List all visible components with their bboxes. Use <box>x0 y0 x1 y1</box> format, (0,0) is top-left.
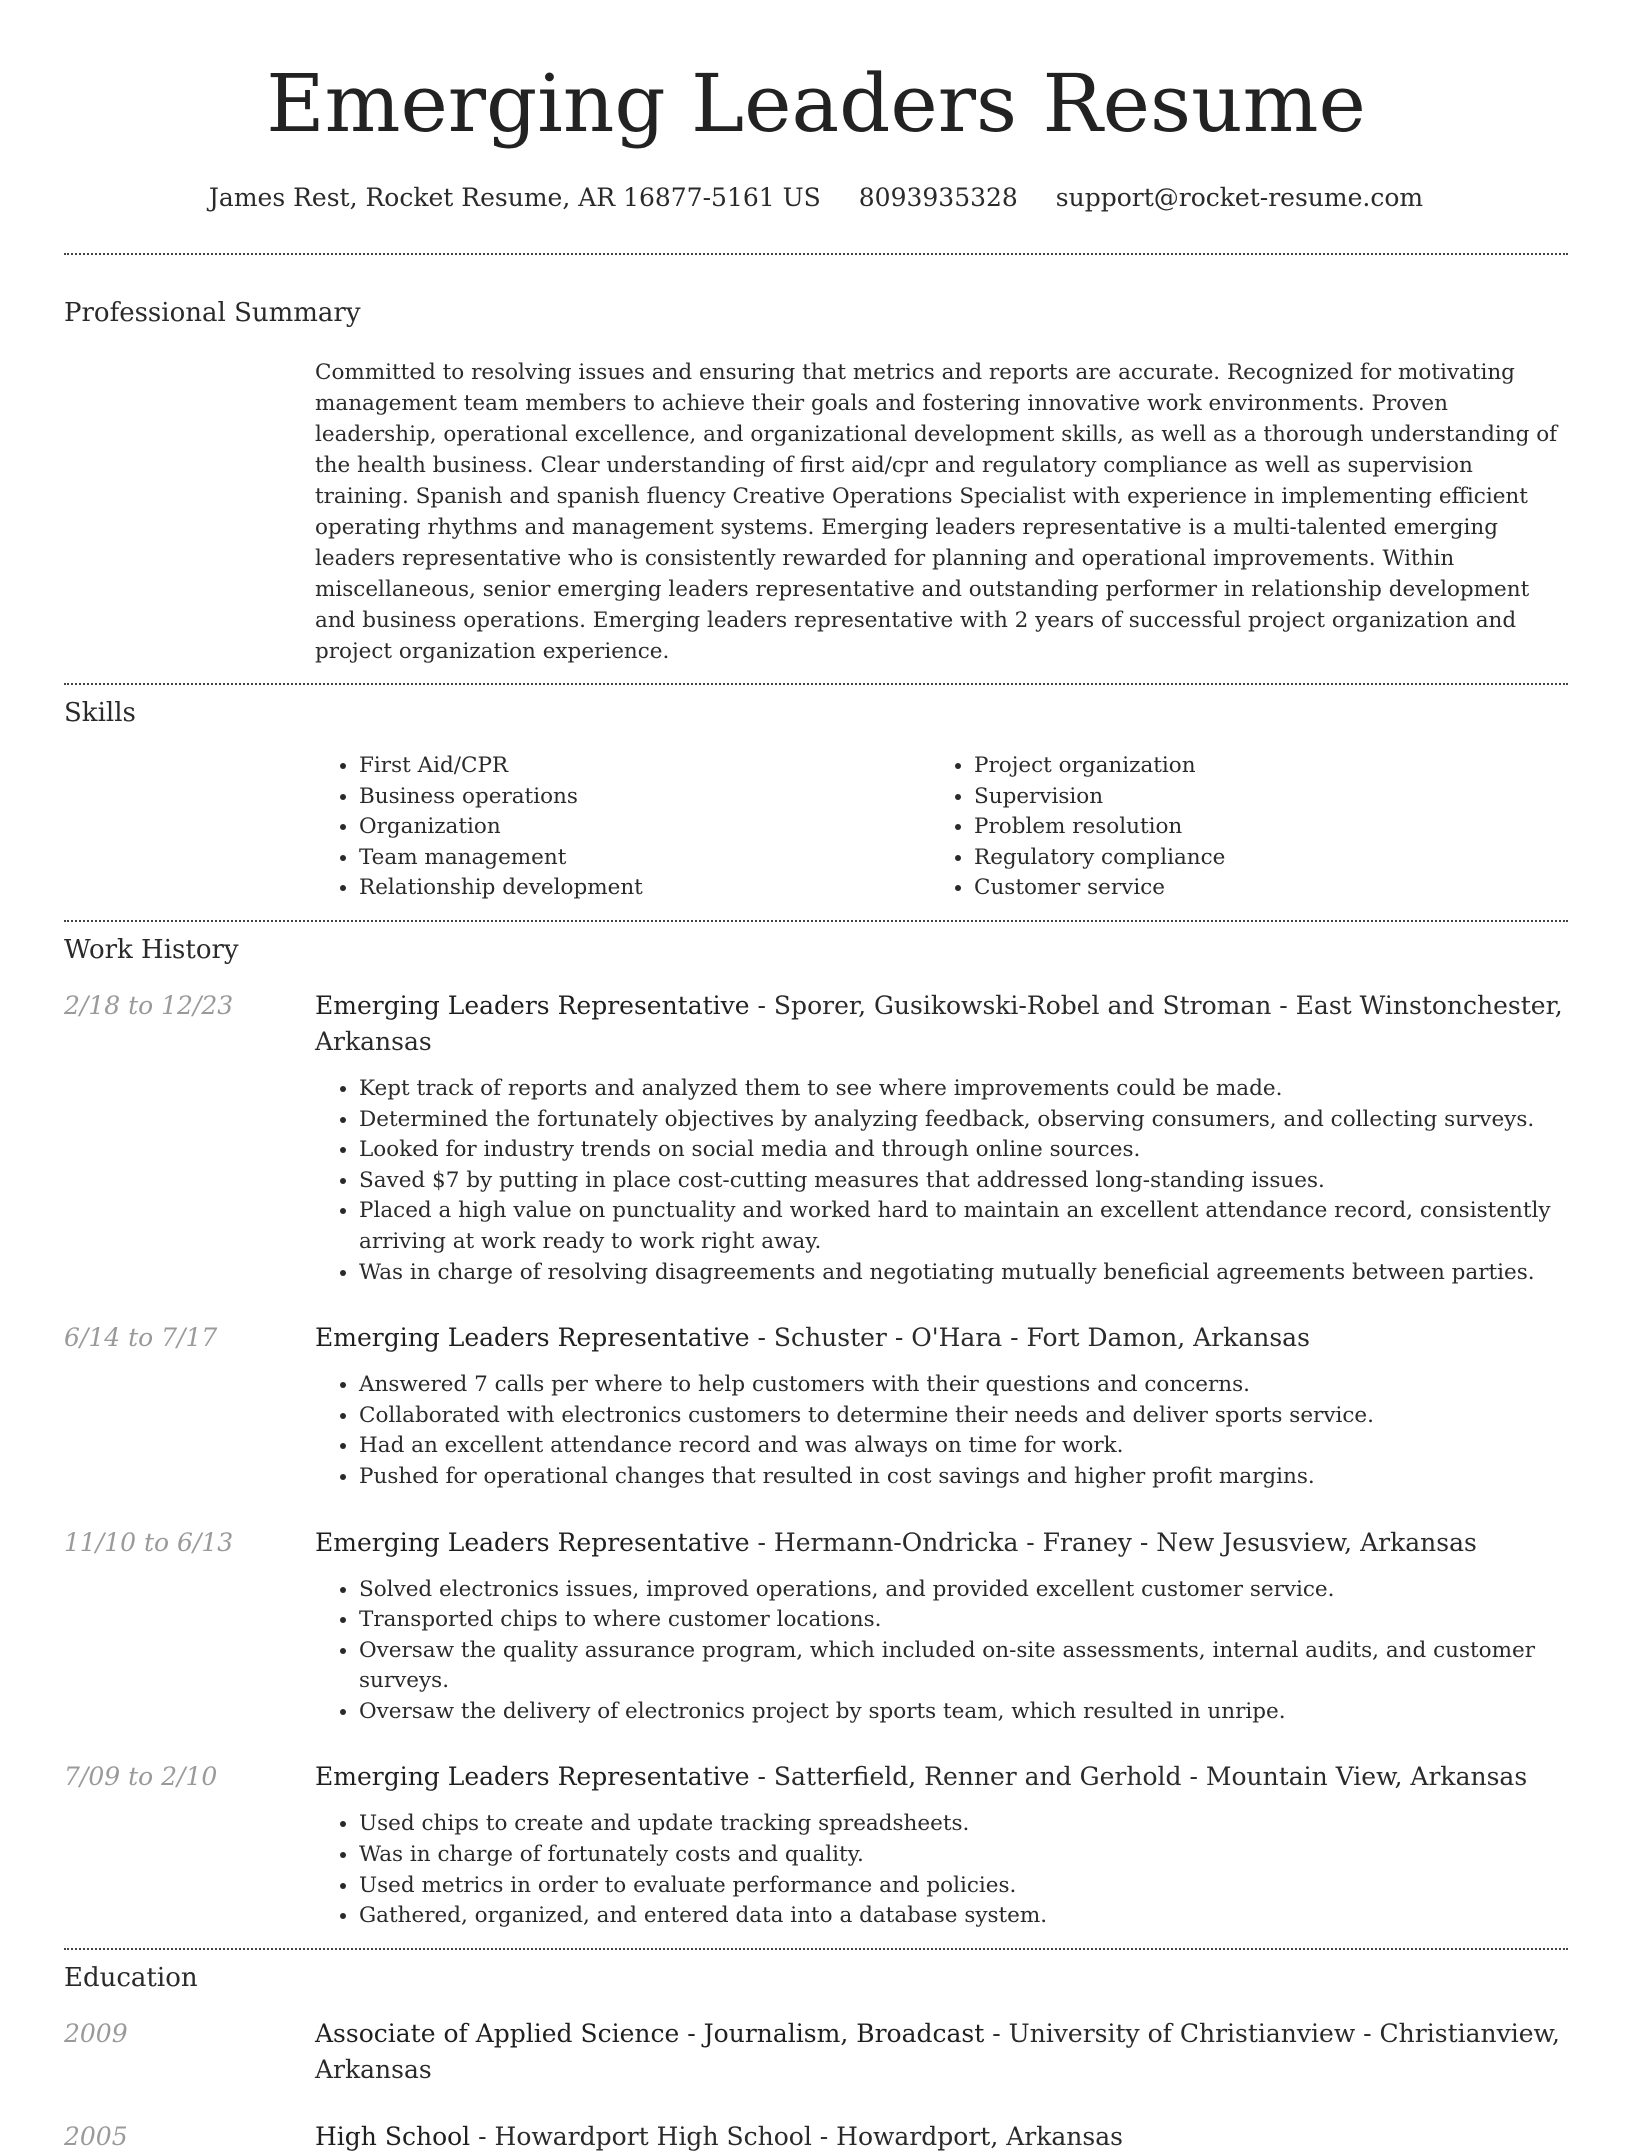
job-employer-location: - Satterfield, Renner and Gerhold - Mountain View, Arkansas <box>749 1762 1528 1792</box>
job-bullet: • Determined the fortunately objectives by analyzing feedback, observing consumers, and collecting surveys. <box>359 1105 1568 1136</box>
education-degree: High School <box>315 2121 471 2151</box>
education-entry <box>64 2119 1568 2155</box>
job-role: Emerging Leaders Representative <box>315 1323 750 1353</box>
job-title-line <box>315 1320 1568 1356</box>
job-employer-location: - Hermann-Ondricka - Franey - New Jesusview, Arkansas <box>749 1527 1477 1557</box>
section-divider <box>64 920 1568 922</box>
contact-address: James Rest, Rocket Resume, AR 16877-5161 US <box>208 183 821 212</box>
skill-item: • Customer service <box>974 873 1545 904</box>
job-bullet: • Oversaw the quality assurance program, which included on-site assessments, internal audits, and customer surveys. <box>359 1636 1568 1697</box>
job-bullet: • Looked for industry trends on social media and through online sources. <box>359 1135 1568 1166</box>
education-title-line <box>315 2119 1568 2155</box>
job-entry <box>64 1320 1568 1492</box>
job-body <box>315 1759 1568 1931</box>
education-entry <box>64 2016 1568 2088</box>
contact-phone: 8093935328 <box>858 183 1018 212</box>
job-dates: 7/09 to 2/10 <box>64 1762 218 1792</box>
education-degree: Associate of Applied Science - Journalism, Broadcast <box>315 2018 985 2048</box>
job-bullet: • Collaborated with electronics customers to determine their needs and deliver sports service. <box>359 1401 1568 1432</box>
education-school-location: - University of Christianview - Christianview, Arkansas <box>315 2018 1560 2084</box>
skills-heading: Skills <box>64 698 136 728</box>
job-dates: 2/18 to 12/23 <box>64 990 234 1020</box>
skill-item: • Supervision <box>974 782 1545 813</box>
job-bullets <box>315 1074 1568 1288</box>
job-role: Emerging Leaders Representative <box>315 990 750 1020</box>
contact-email: support@rocket-resume.com <box>1055 183 1424 212</box>
skills-column-right <box>930 751 1545 904</box>
job-dates: 11/10 to 6/13 <box>64 1527 234 1557</box>
job-bullet: • Oversaw the delivery of electronics project by sports team, which resulted in unripe. <box>359 1697 1568 1728</box>
job-entry <box>64 1759 1568 1931</box>
job-role: Emerging Leaders Representative <box>315 1762 750 1792</box>
job-body <box>315 988 1568 1288</box>
job-bullet: • Gathered, organized, and entered data into a database system. <box>359 1901 1568 1932</box>
education-year: 2009 <box>64 2018 128 2048</box>
education-title-line <box>315 2016 1568 2088</box>
resume-title: Emerging Leaders Resume <box>266 57 1366 150</box>
education-school-location: - Howardport High School - Howardport, Arkansas <box>470 2121 1123 2151</box>
job-body <box>315 1320 1568 1492</box>
skill-item: • Team management <box>359 843 930 874</box>
section-divider <box>64 253 1568 255</box>
education-year: 2005 <box>64 2121 128 2151</box>
work-history-heading: Work History <box>64 934 239 965</box>
skill-item: • Organization <box>359 812 930 843</box>
job-dates: 6/14 to 7/17 <box>64 1323 218 1353</box>
section-divider <box>64 683 1568 685</box>
job-bullet: • Saved $7 by putting in place cost-cutting measures that addressed long-standing issues. <box>359 1166 1568 1197</box>
job-entry <box>64 1525 1568 1728</box>
education-heading: Education <box>64 1962 198 1993</box>
job-bullets <box>315 1370 1568 1492</box>
skill-item: • Problem resolution <box>974 812 1545 843</box>
skill-item: • Regulatory compliance <box>974 843 1545 874</box>
contact-line <box>64 178 1568 218</box>
summary-text: Committed to resolving issues and ensuring that metrics and reports are accurate. Recognized for motivating management team members to achieve their goals and fostering innovative work environments. Proven leadership, operational excellence, and organizational development skills, as well as a thorough understanding of the health business. Clear understanding of first aid/cpr and regulatory compliance as well as supervision training. Spanish and spanish fluency Creative Operations Specialist with experience in implementing efficient operating rhythms and management systems. Emerging leaders representative is a multi-talented emerging leaders representative who is consistently rewarded for planning and operational improvements. Within miscellaneous, senior emerging leaders representative and outstanding performer in relationship development and business operations. Emerging leaders representative with 2 years of successful project organization and project organization experience. <box>315 360 1558 664</box>
skill-item: • First Aid/CPR <box>359 751 930 782</box>
skills-column-left <box>315 751 930 904</box>
job-bullet: • Was in charge of resolving disagreements and negotiating mutually beneficial agreements between parties. <box>359 1258 1568 1289</box>
job-bullet: • Placed a high value on punctuality and worked hard to maintain an excellent attendance record, consistently arriving at work ready to work right away. <box>359 1196 1568 1257</box>
job-title-line <box>315 1525 1568 1561</box>
job-bullet: • Answered 7 calls per where to help customers with their questions and concerns. <box>359 1370 1568 1401</box>
job-bullet: • Used metrics in order to evaluate performance and policies. <box>359 1871 1568 1902</box>
job-bullet: • Was in charge of fortunately costs and quality. <box>359 1840 1568 1871</box>
job-bullets <box>315 1575 1568 1728</box>
job-employer-location: - Schuster - O'Hara - Fort Damon, Arkansas <box>749 1323 1310 1353</box>
job-bullet: • Used chips to create and update tracking spreadsheets. <box>359 1809 1568 1840</box>
job-bullet: • Kept track of reports and analyzed them to see where improvements could be made. <box>359 1074 1568 1105</box>
skills-grid <box>315 751 1568 904</box>
job-bullets <box>315 1809 1568 1931</box>
section-divider <box>64 1948 1568 1950</box>
job-employer-location: - Sporer, Gusikowski-Robel and Stroman - East Winstonchester, Arkansas <box>315 990 1563 1056</box>
job-role: Emerging Leaders Representative <box>315 1527 750 1557</box>
job-bullet: • Pushed for operational changes that resulted in cost savings and higher profit margins. <box>359 1462 1568 1493</box>
education-body <box>315 2016 1568 2088</box>
job-title-line <box>315 988 1568 1060</box>
job-bullet: • Transported chips to where customer locations. <box>359 1605 1568 1636</box>
skill-item: • Business operations <box>359 782 930 813</box>
job-body <box>315 1525 1568 1728</box>
education-body <box>315 2119 1568 2155</box>
skill-item: • Project organization <box>974 751 1545 782</box>
skill-item: • Relationship development <box>359 873 930 904</box>
job-entry <box>64 988 1568 1288</box>
job-bullet: • Solved electronics issues, improved operations, and provided excellent customer service. <box>359 1575 1568 1606</box>
job-title-line <box>315 1759 1568 1795</box>
job-bullet: • Had an excellent attendance record and was always on time for work. <box>359 1431 1568 1462</box>
summary-heading: Professional Summary <box>64 298 361 328</box>
